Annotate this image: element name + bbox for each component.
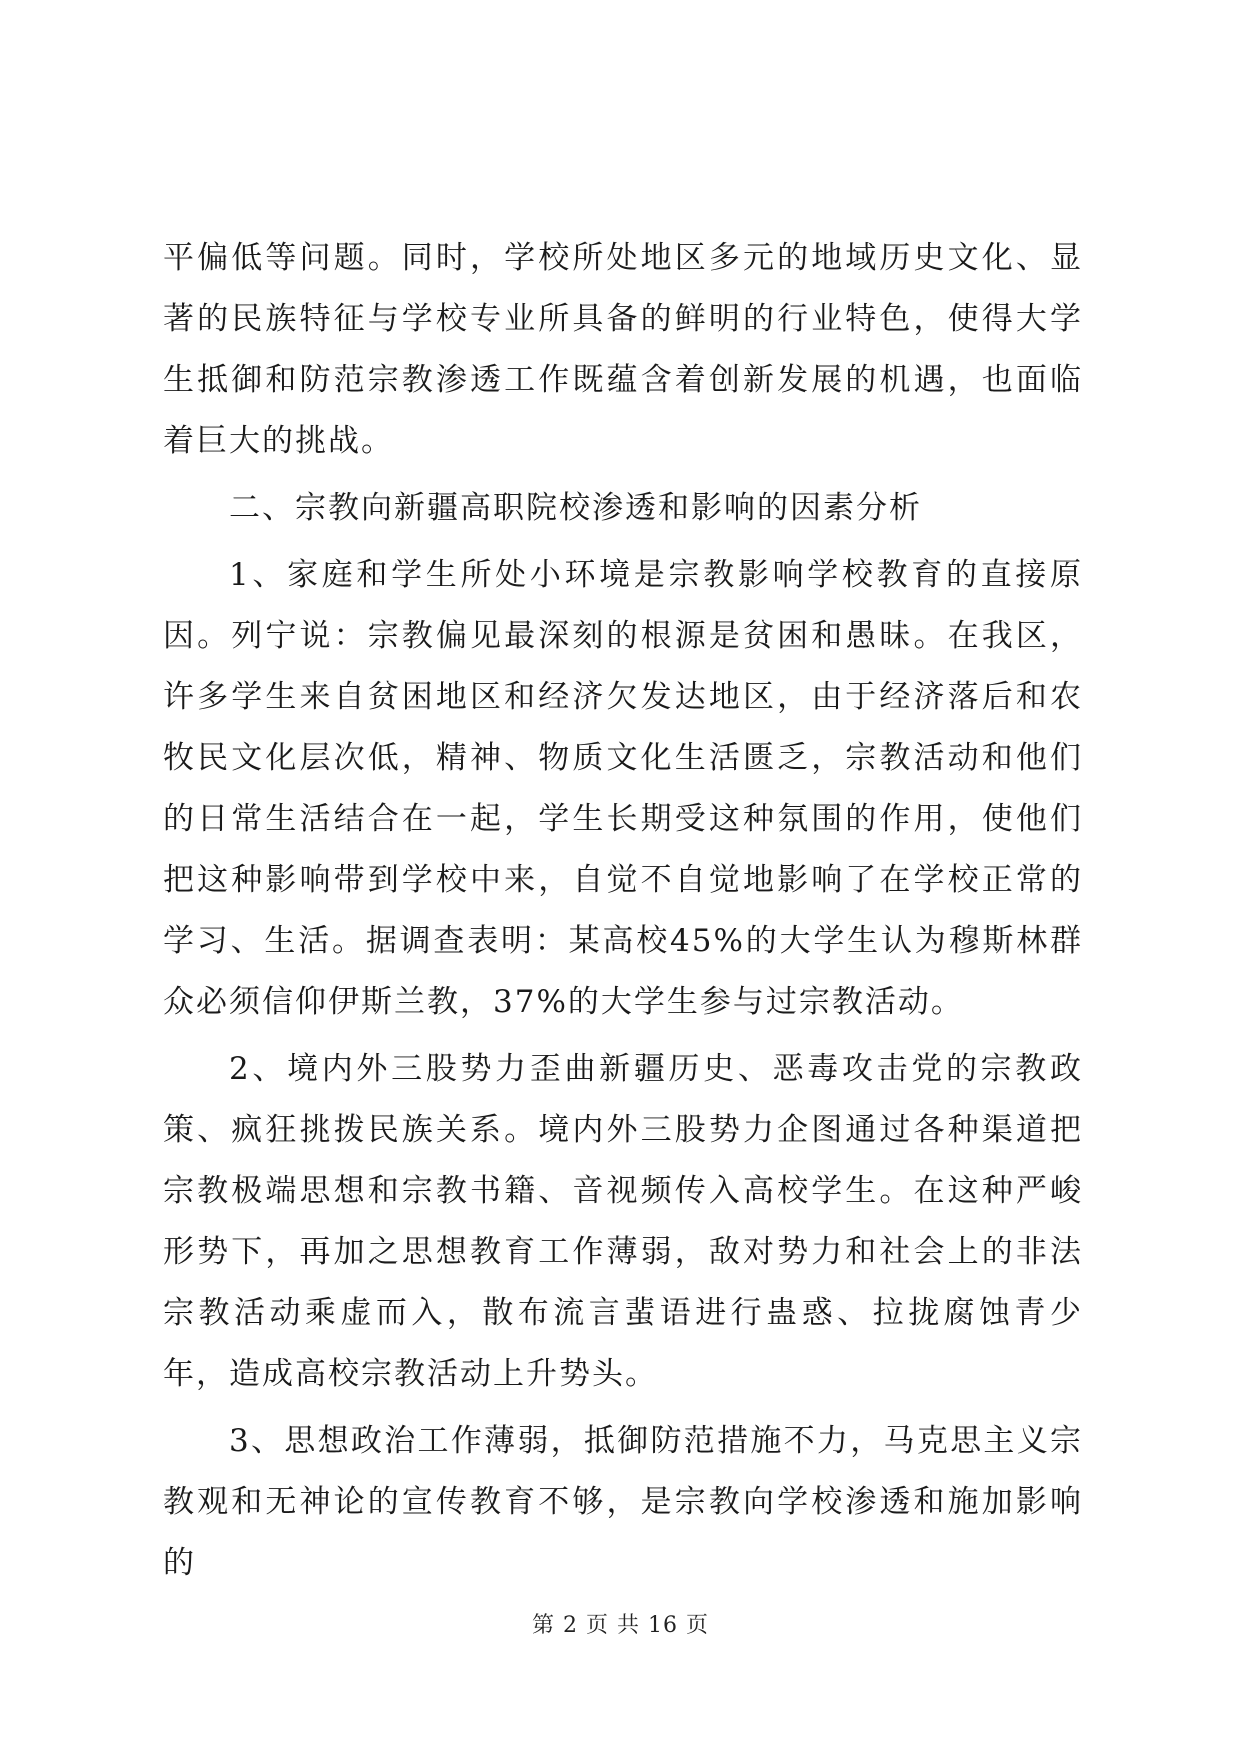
page-number-footer: 第 2 页 共 16 页 xyxy=(532,1613,709,1638)
paragraph-continuation: 平偏低等问题。同时，学校所处地区多元的地域历史文化、显著的民族特征与学校专业所具备的鲜明的行业特色，使得大学生抵御和防范宗教渗透工作既蕴含着创新发展的机遇，也面临着巨大的挑战。 xyxy=(163,240,1083,459)
section-heading: 二、宗教向新疆高职院校渗透和影响的因素分析 xyxy=(229,490,922,526)
paragraph-point-1: 1、家庭和学生所处小环境是宗教影响学校教育的直接原因。列宁说：宗教偏见最深刻的根源是贫困和愚昧。在我区，许多学生来自贫困地区和经济欠发达地区，由于经济落后和农牧民文化层次低，精神、物质文化生活匮乏，宗教活动和他们的日常生活结合在一起，学生长期受这种氛围的作用，使他们把这种影响带到学校中来，自觉不自觉地影响了在学校正常的学习、生活。据调查表明：某高校45%的大学生认为穆斯林群众必须信仰伊斯兰教，37%的大学生参与过宗教活动。 xyxy=(163,557,1083,1020)
paragraph-point-2: 2、境内外三股势力歪曲新疆历史、恶毒攻击党的宗教政策、疯狂挑拨民族关系。境内外三股势力企图通过各种渠道把宗教极端思想和宗教书籍、音视频传入高校学生。在这种严峻形势下，再加之思想教育工作薄弱，敌对势力和社会上的非法宗教活动乘虚而入，散布流言蜚语进行蛊惑、拉拢腐蚀青少年，造成高校宗教活动上升势头。 xyxy=(163,1051,1083,1392)
body-text xyxy=(163,228,1083,1594)
paragraph-point-3: 3、思想政治工作薄弱，抵御防范措施不力，马克思主义宗教观和无神论的宣传教育不够，是宗教向学校渗透和施加影响的 xyxy=(163,1423,1083,1581)
